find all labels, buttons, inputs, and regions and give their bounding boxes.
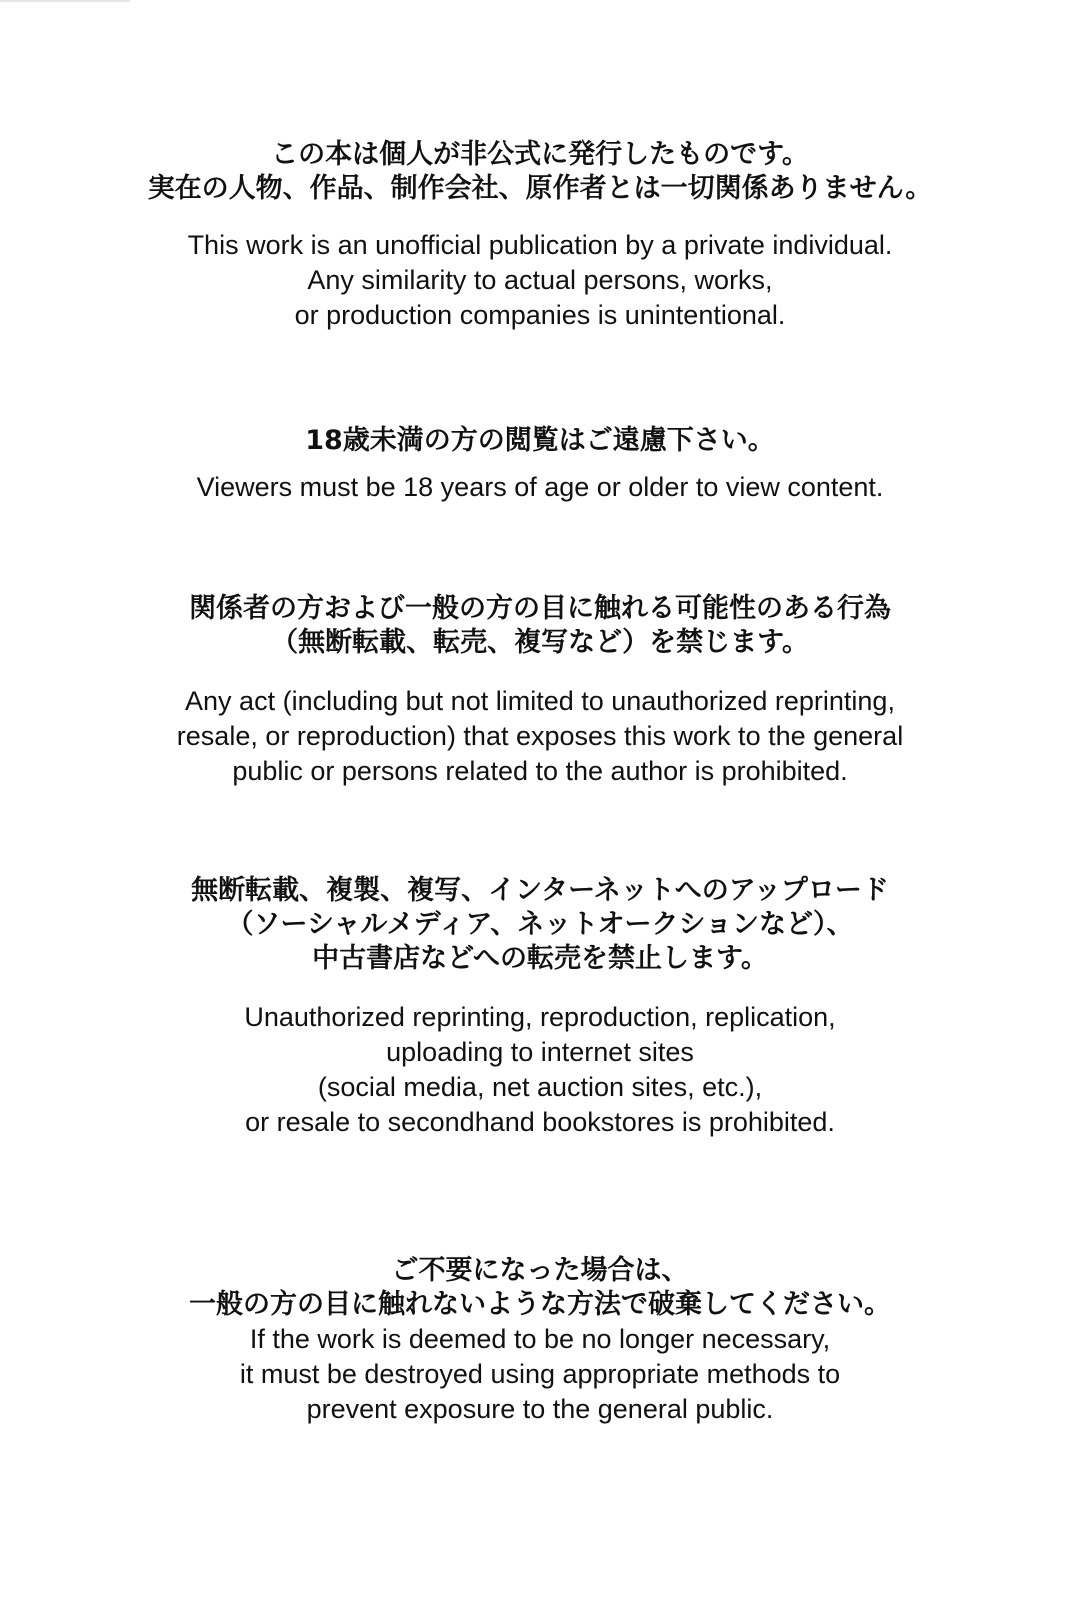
notice-2-en-line-1: Viewers must be 18 years of age or older to view content.	[196, 472, 884, 502]
notice-5-japanese	[0, 1254, 1080, 1322]
notice-5-en-line-3: prevent exposure to the general public.	[306, 1394, 774, 1424]
notice-5-en-line-1: If the work is deemed to be no longer necessary,	[249, 1324, 831, 1354]
notice-4-jp-line-2: （ソーシャルメディア、ネットオークションなど）、	[226, 909, 854, 940]
notice-3-japanese	[0, 592, 1080, 660]
notice-3-en-line-2: resale, or reproduction) that exposes this work to the general	[176, 721, 904, 751]
notice-4-japanese	[0, 874, 1080, 976]
notice-4-en-line-2: uploading to internet sites	[386, 1037, 694, 1067]
notice-4-jp-line-3: 中古書店などへの転売を禁止します。	[312, 943, 768, 974]
notice-2-japanese	[0, 424, 1080, 458]
notice-4-english	[0, 1000, 1080, 1140]
notice-5-jp-line-1: ご不要になった場合は、	[391, 1255, 689, 1286]
scan-edge-mark	[0, 0, 130, 2]
notice-1-english	[0, 228, 1080, 333]
notice-2-english	[0, 470, 1080, 505]
notice-3-english	[0, 684, 1080, 789]
notice-4-jp-line-1: 無断転載、複製、複写、インターネットへのアップロード	[191, 875, 889, 906]
notice-1-en-line-1: This work is an unofficial publication by a private individual.	[187, 230, 893, 260]
notice-1-jp-line-1: この本は個人が非公式に発行したものです。	[271, 139, 809, 170]
notice-4-en-line-1: Unauthorized reprinting, reproduction, replication,	[244, 1002, 836, 1032]
notice-5-en-line-2: it must be destroyed using appropriate methods to	[239, 1359, 841, 1389]
notice-1-en-line-3: or production companies is unintentional.	[294, 300, 786, 330]
notice-5-english	[0, 1322, 1080, 1427]
notice-3-en-line-3: public or persons related to the author is prohibited.	[232, 756, 848, 786]
notice-1-jp-line-2: 実在の人物、作品、制作会社、原作者とは一切関係ありません。	[147, 173, 933, 204]
notice-3-jp-line-1: 関係者の方および一般の方の目に触れる可能性のある行為	[189, 593, 891, 624]
notice-3-en-line-1: Any act (including but not limited to unauthorized reprinting,	[185, 686, 895, 716]
notice-2-jp-line-1: 18歳未満の方の閲覧はご遠慮下さい。	[305, 425, 775, 456]
notice-4-en-line-4: or resale to secondhand bookstores is prohibited.	[245, 1107, 835, 1137]
notice-1-en-line-2: Any similarity to actual persons, works,	[307, 265, 773, 295]
notice-5-jp-line-2: 一般の方の目に触れないような方法で破棄してください。	[189, 1289, 891, 1320]
notice-3-jp-line-2: （無断転載、転売、複写など）を禁じます。	[271, 627, 809, 658]
notice-4-en-line-3: (social media, net auction sites, etc.),	[317, 1072, 763, 1102]
notice-1-japanese	[0, 138, 1080, 206]
